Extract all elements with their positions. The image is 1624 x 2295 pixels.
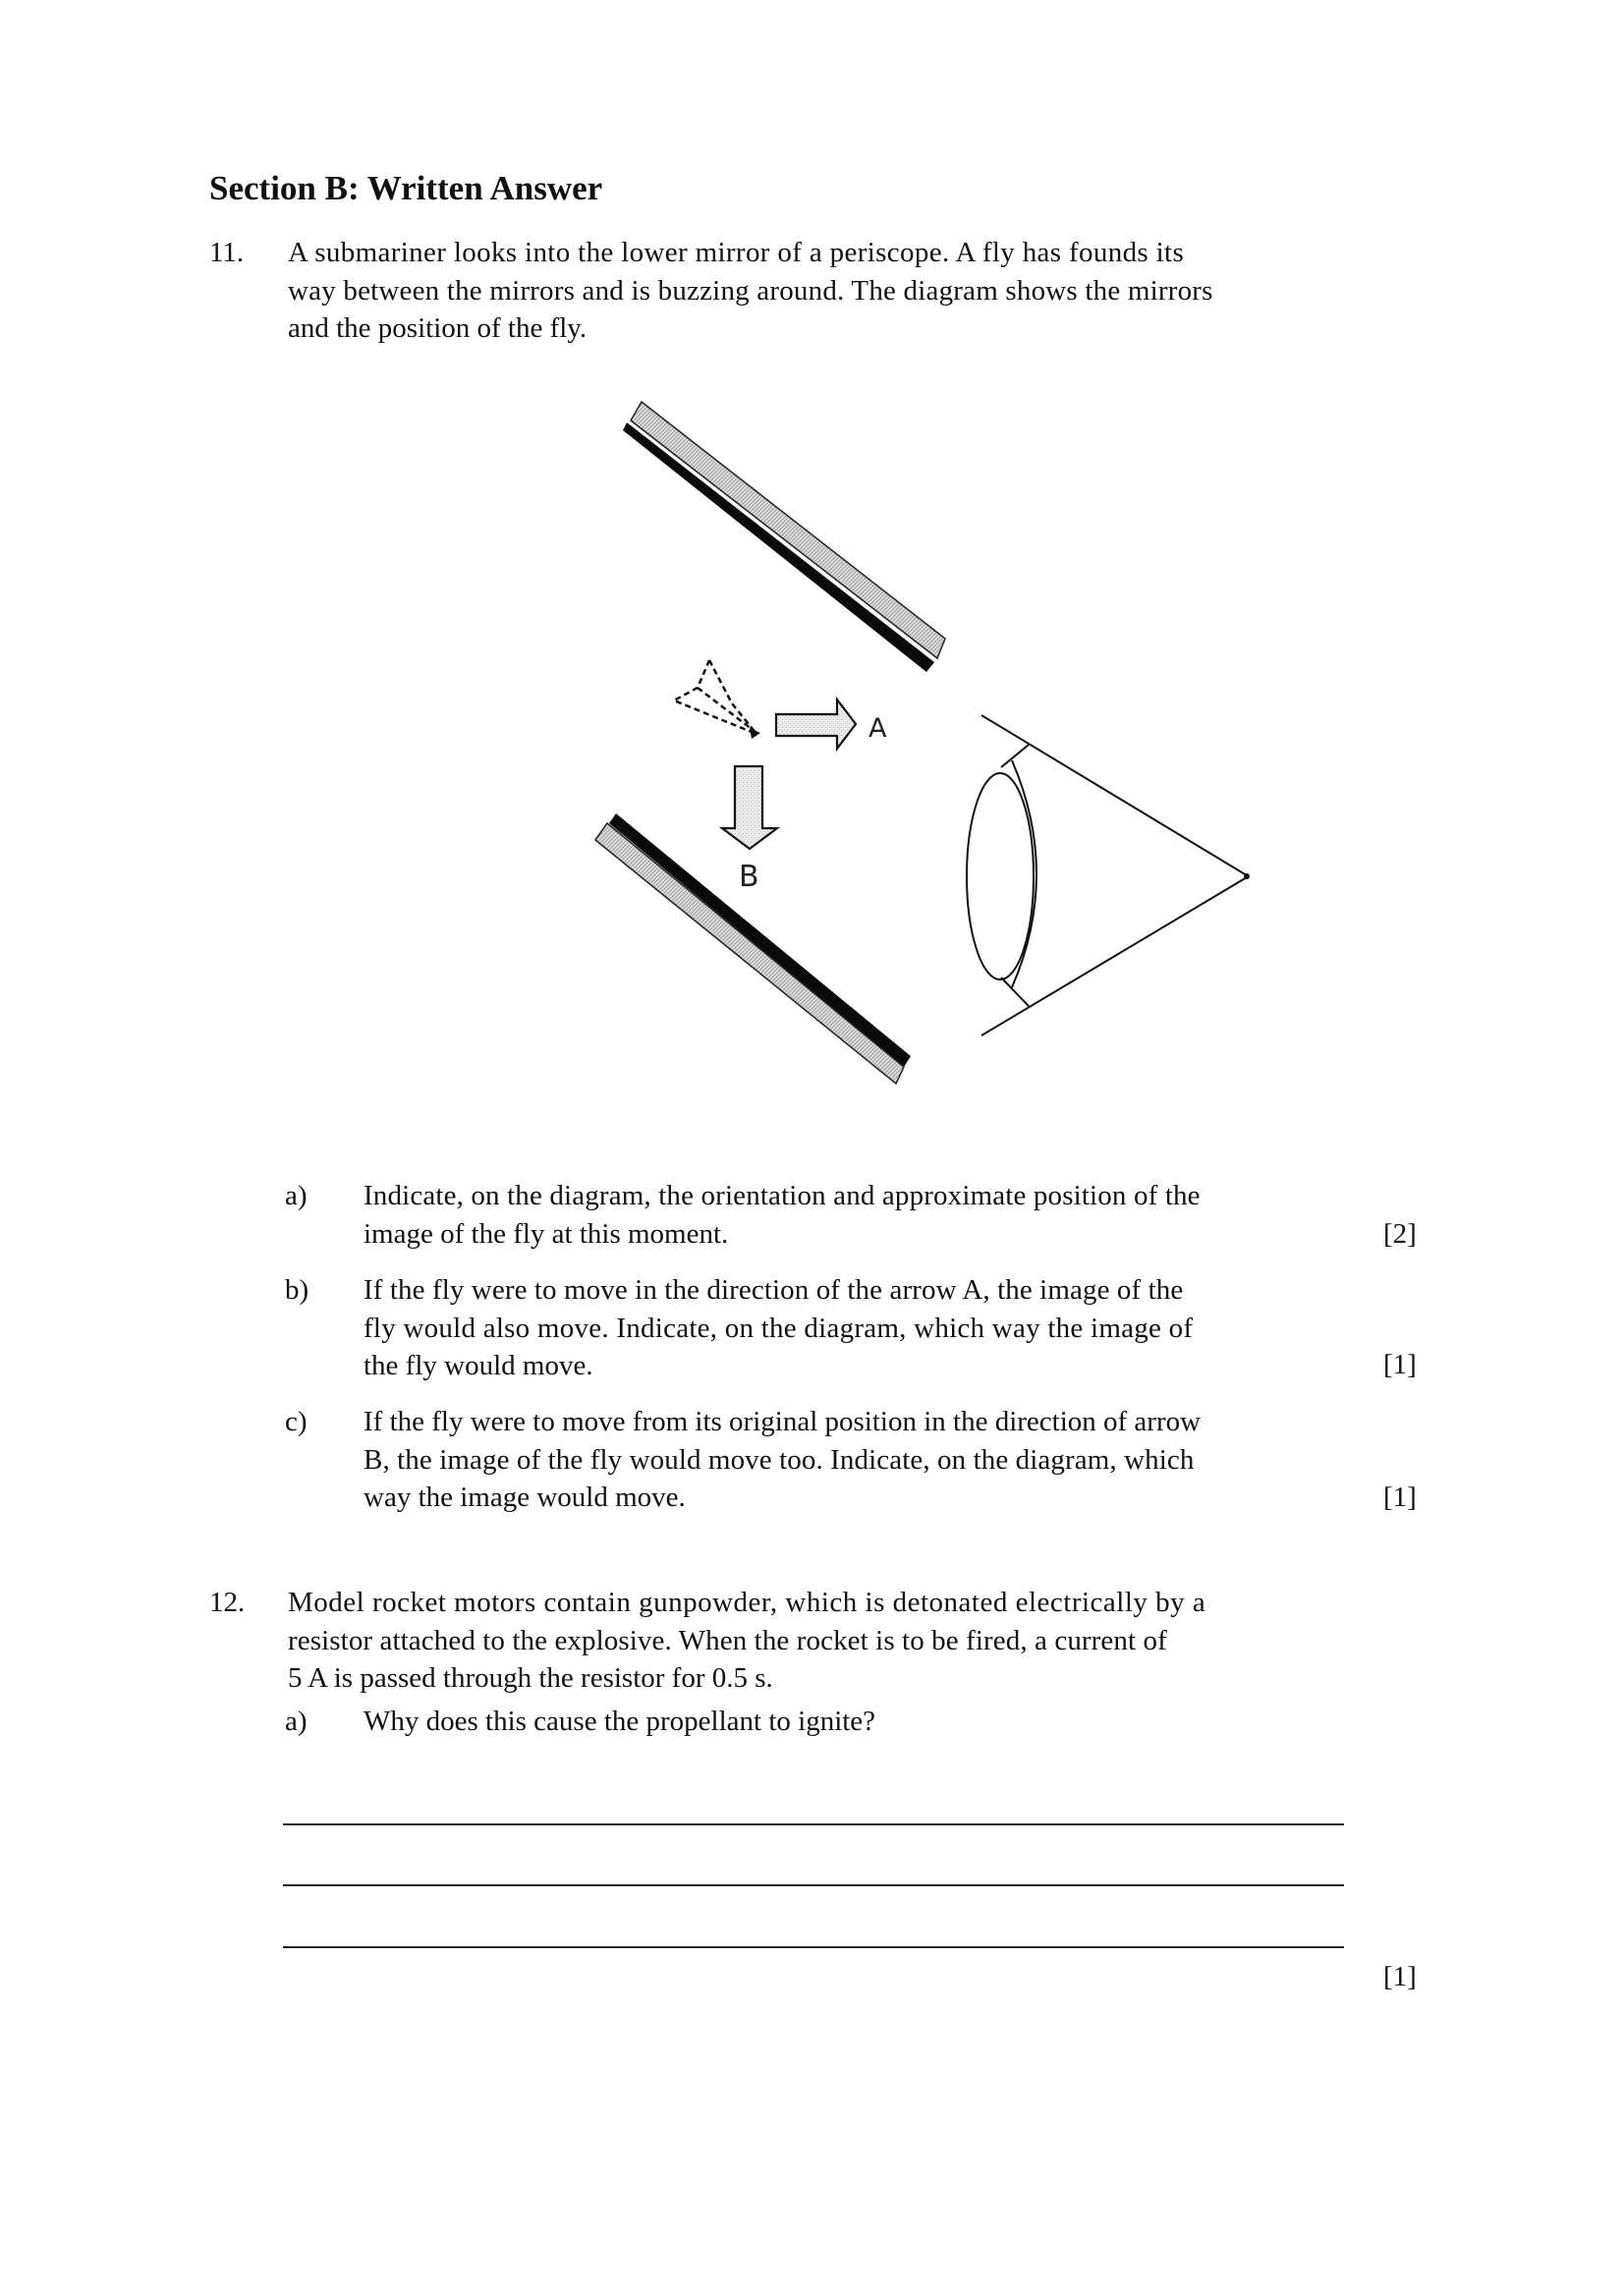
answer-line-2[interactable]: [283, 1884, 1344, 1886]
lower-mirror: [595, 813, 911, 1084]
part-a-text: [364, 1177, 1356, 1253]
part-line: way the image would move.: [364, 1482, 686, 1513]
arrow-a-label: A: [868, 713, 887, 744]
part-c-marks: [1]: [1383, 1482, 1417, 1513]
section-title: Section B: Written Answer: [209, 169, 603, 207]
question-12-number: 12.: [209, 1587, 246, 1618]
stem-line: 5 A is passed through the resistor for 0.5 s.: [288, 1662, 773, 1694]
question-12-stem: [288, 1584, 1369, 1698]
part-line: Indicate, on the diagram, the orientation and approximate position of the: [364, 1180, 1201, 1211]
part-c-text: [364, 1403, 1356, 1517]
answer-line-3[interactable]: [283, 1946, 1344, 1948]
arrow-b-label: B: [739, 860, 759, 894]
part-c-label: c): [285, 1406, 308, 1437]
q12-part-a-label: a): [285, 1706, 308, 1737]
fly-icon: [674, 660, 760, 739]
part-line: the fly would move.: [364, 1350, 593, 1381]
arrow-a-icon: [776, 700, 856, 749]
part-line: If the fly were to move in the direction of the arrow A, the image of the: [364, 1274, 1184, 1306]
q12-part-a-question: Why does this cause the propellant to ignite?: [364, 1706, 876, 1737]
eye-icon: [967, 715, 1250, 1036]
stem-line: A submariner looks into the lower mirror of a periscope. A fly has founds its: [288, 237, 1185, 268]
part-a-marks: [2]: [1383, 1218, 1417, 1250]
part-b-marks: [1]: [1383, 1349, 1417, 1380]
stem-line: resistor attached to the explosive. When the rocket is to be fired, a current of: [288, 1624, 1167, 1656]
stem-line: and the position of the fly.: [288, 312, 588, 344]
part-line: If the fly were to move from its original position in the direction of arrow: [364, 1406, 1202, 1437]
part-line: fly would also move. Indicate, on the diagram, which way the image of: [364, 1312, 1194, 1344]
arrow-b-icon: [722, 766, 777, 849]
stem-line: way between the mirrors and is buzzing around. The diagram shows the mirrors: [288, 274, 1213, 307]
stem-line: Model rocket motors contain gunpowder, which is detonated electrically by a: [288, 1587, 1206, 1618]
q12-part-a-marks: [1]: [1383, 1961, 1417, 1992]
part-line: image of the fly at this moment.: [364, 1217, 729, 1250]
part-a-label: a): [285, 1180, 308, 1211]
part-b-text: [364, 1271, 1356, 1385]
question-11-number: 11.: [209, 237, 245, 268]
part-b-label: b): [285, 1274, 309, 1306]
upper-mirror: [623, 402, 945, 672]
answer-line-1[interactable]: [283, 1823, 1344, 1825]
part-line: B, the image of the fly would move too. Indicate, on the diagram, which: [364, 1443, 1195, 1476]
